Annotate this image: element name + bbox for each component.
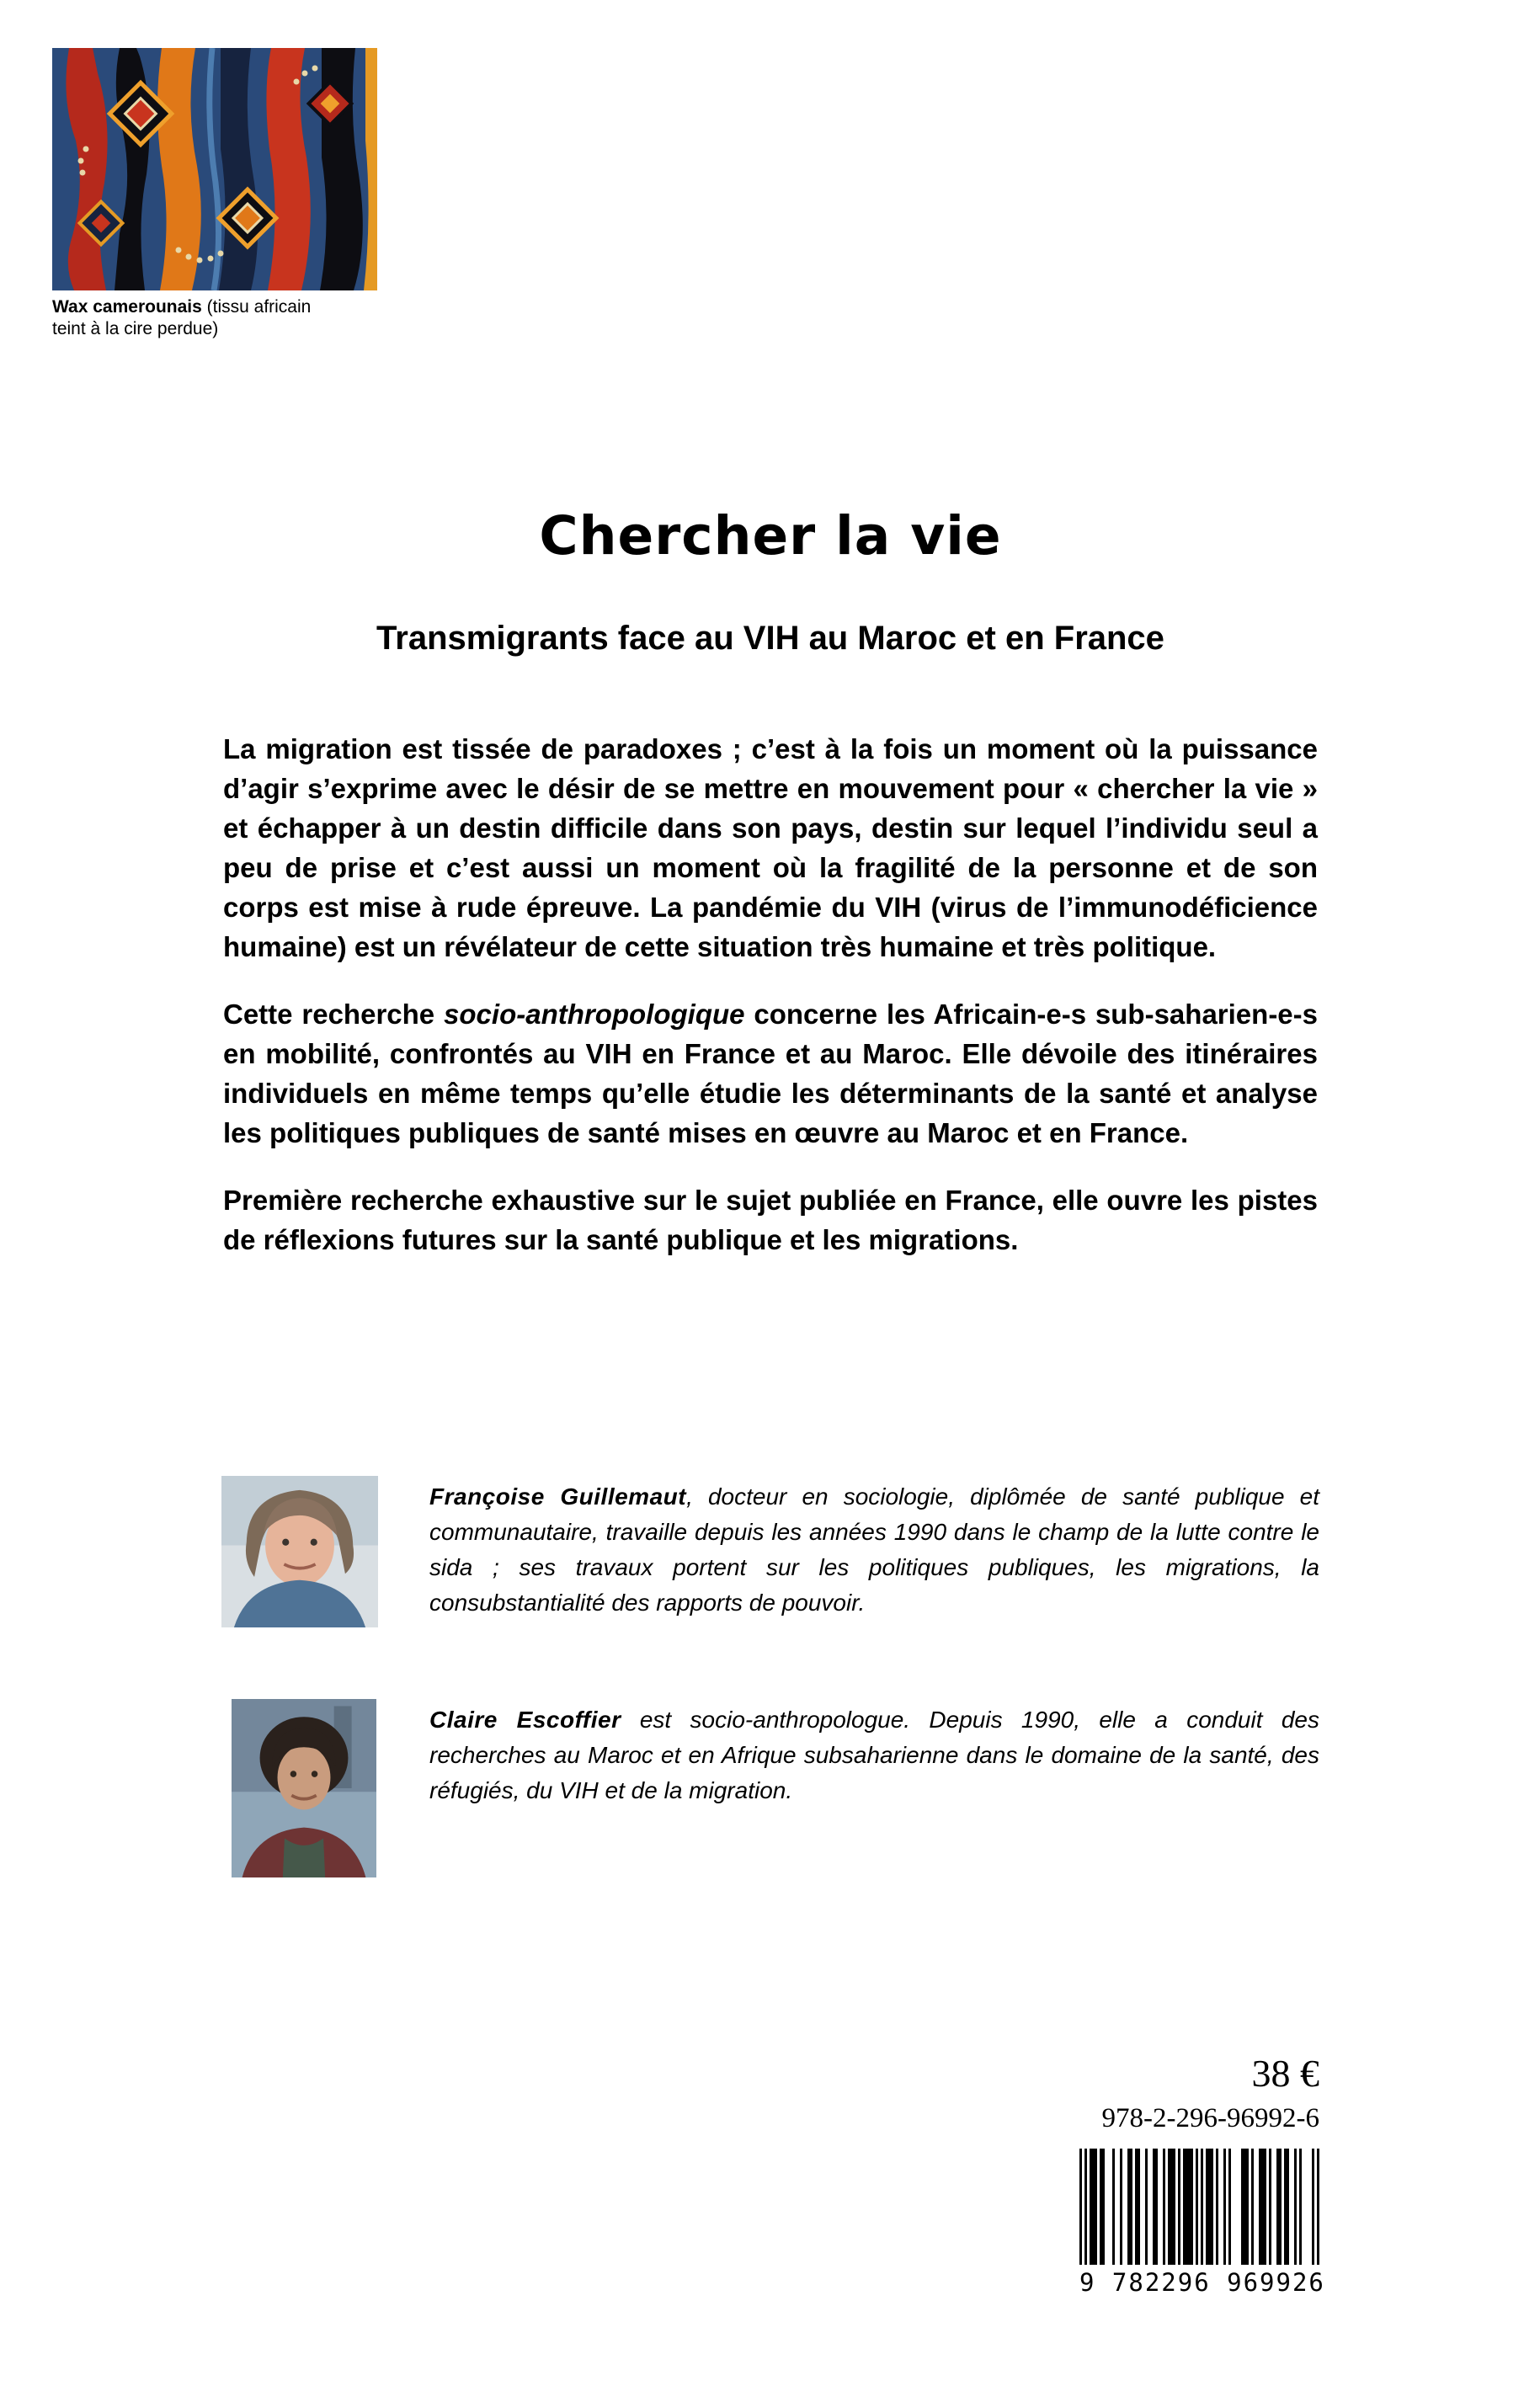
paragraph-1-text: La migration est tissée de paradoxes ; c’est à la fois un moment où la puissance d’agir s’exprime avec le désir de se mettre en mouvement pour « chercher la vie » et échapper à un destin difficile dans son pays, destin sur lequel l’individu seul a peu de prise et c’est aussi un moment où la fragilité de la personne et de son corps est mise à rude épreuve. La pandémie du VIH (virus de l’immunodéficience humaine) est un révélateur de cette situation très humaine et très politique.: [223, 733, 1318, 962]
wax-fabric-image: [52, 48, 377, 290]
book-title: Chercher la vie: [539, 505, 1002, 567]
author-bio-escoffier: [429, 1702, 1319, 1808]
wax-fabric-illustration: [52, 48, 377, 290]
author-photo-escoffier: [232, 1699, 376, 1877]
fabric-caption-rest: (tissu africain teint à la cire perdue): [52, 297, 312, 338]
barcode-digits: 9 782296 969926: [1079, 2268, 1325, 2297]
paragraph-2-before: Cette recherche: [223, 999, 445, 1030]
fabric-caption-bold: Wax camerounais: [52, 297, 202, 317]
paragraph-3: [223, 1180, 1318, 1260]
author-name-escoffier: Claire Escoffier: [429, 1707, 621, 1733]
paragraph-2-italic: socio-anthropologique: [444, 999, 745, 1030]
back-cover-text: [223, 729, 1318, 1287]
paragraph-3-text: Première recherche exhaustive sur le sujet publiée en France, elle ouvre les pistes de réflexions futures sur la santé publique et les migrations.: [223, 1185, 1318, 1255]
barcode: [1079, 2149, 1325, 2297]
isbn: 978-2-296-96992-6: [1101, 2103, 1319, 2133]
paragraph-2-after: concerne les Africain-e-s sub-saharien-e-s en mobilité, confrontés au VIH en France et au Maroc. Elle dévoile des itinéraires individuels en même temps qu’elle étudie les déterminants de la santé et analyse les politiques publiques de santé mises en œuvre au Maroc et en France.: [223, 999, 1318, 1148]
book-subtitle: Transmigrants face au VIH au Maroc et en France: [376, 620, 1164, 657]
author-bio-text-guillemaut: , docteur en sociologie, diplômée de santé publique et communautaire, travaille depuis les années 1990 dans le champ de la lutte contre le sida ; ses travaux portent sur les politiques publiques, les migrations, la consubstantialité des rapports de pouvoir.: [429, 1483, 1319, 1616]
author-name-guillemaut: Françoise Guillemaut: [429, 1483, 687, 1510]
fabric-caption: [52, 296, 343, 339]
author-bio-guillemaut: [429, 1479, 1319, 1621]
author-photo-guillemaut: [221, 1476, 378, 1627]
author-bio-text-escoffier: est socio-anthropologue. Depuis 1990, elle a conduit des recherches au Maroc et en Afrique subsaharienne dans le domaine de la santé, des réfugiés, du VIH et de la migration.: [429, 1707, 1320, 1803]
paragraph-1: [223, 729, 1318, 967]
author-portrait-2: [232, 1699, 376, 1877]
paragraph-2: [223, 994, 1318, 1153]
barcode-bars: [1079, 2149, 1319, 2265]
price: 38 €: [1251, 2052, 1319, 2095]
author-portrait-1: [221, 1476, 378, 1627]
